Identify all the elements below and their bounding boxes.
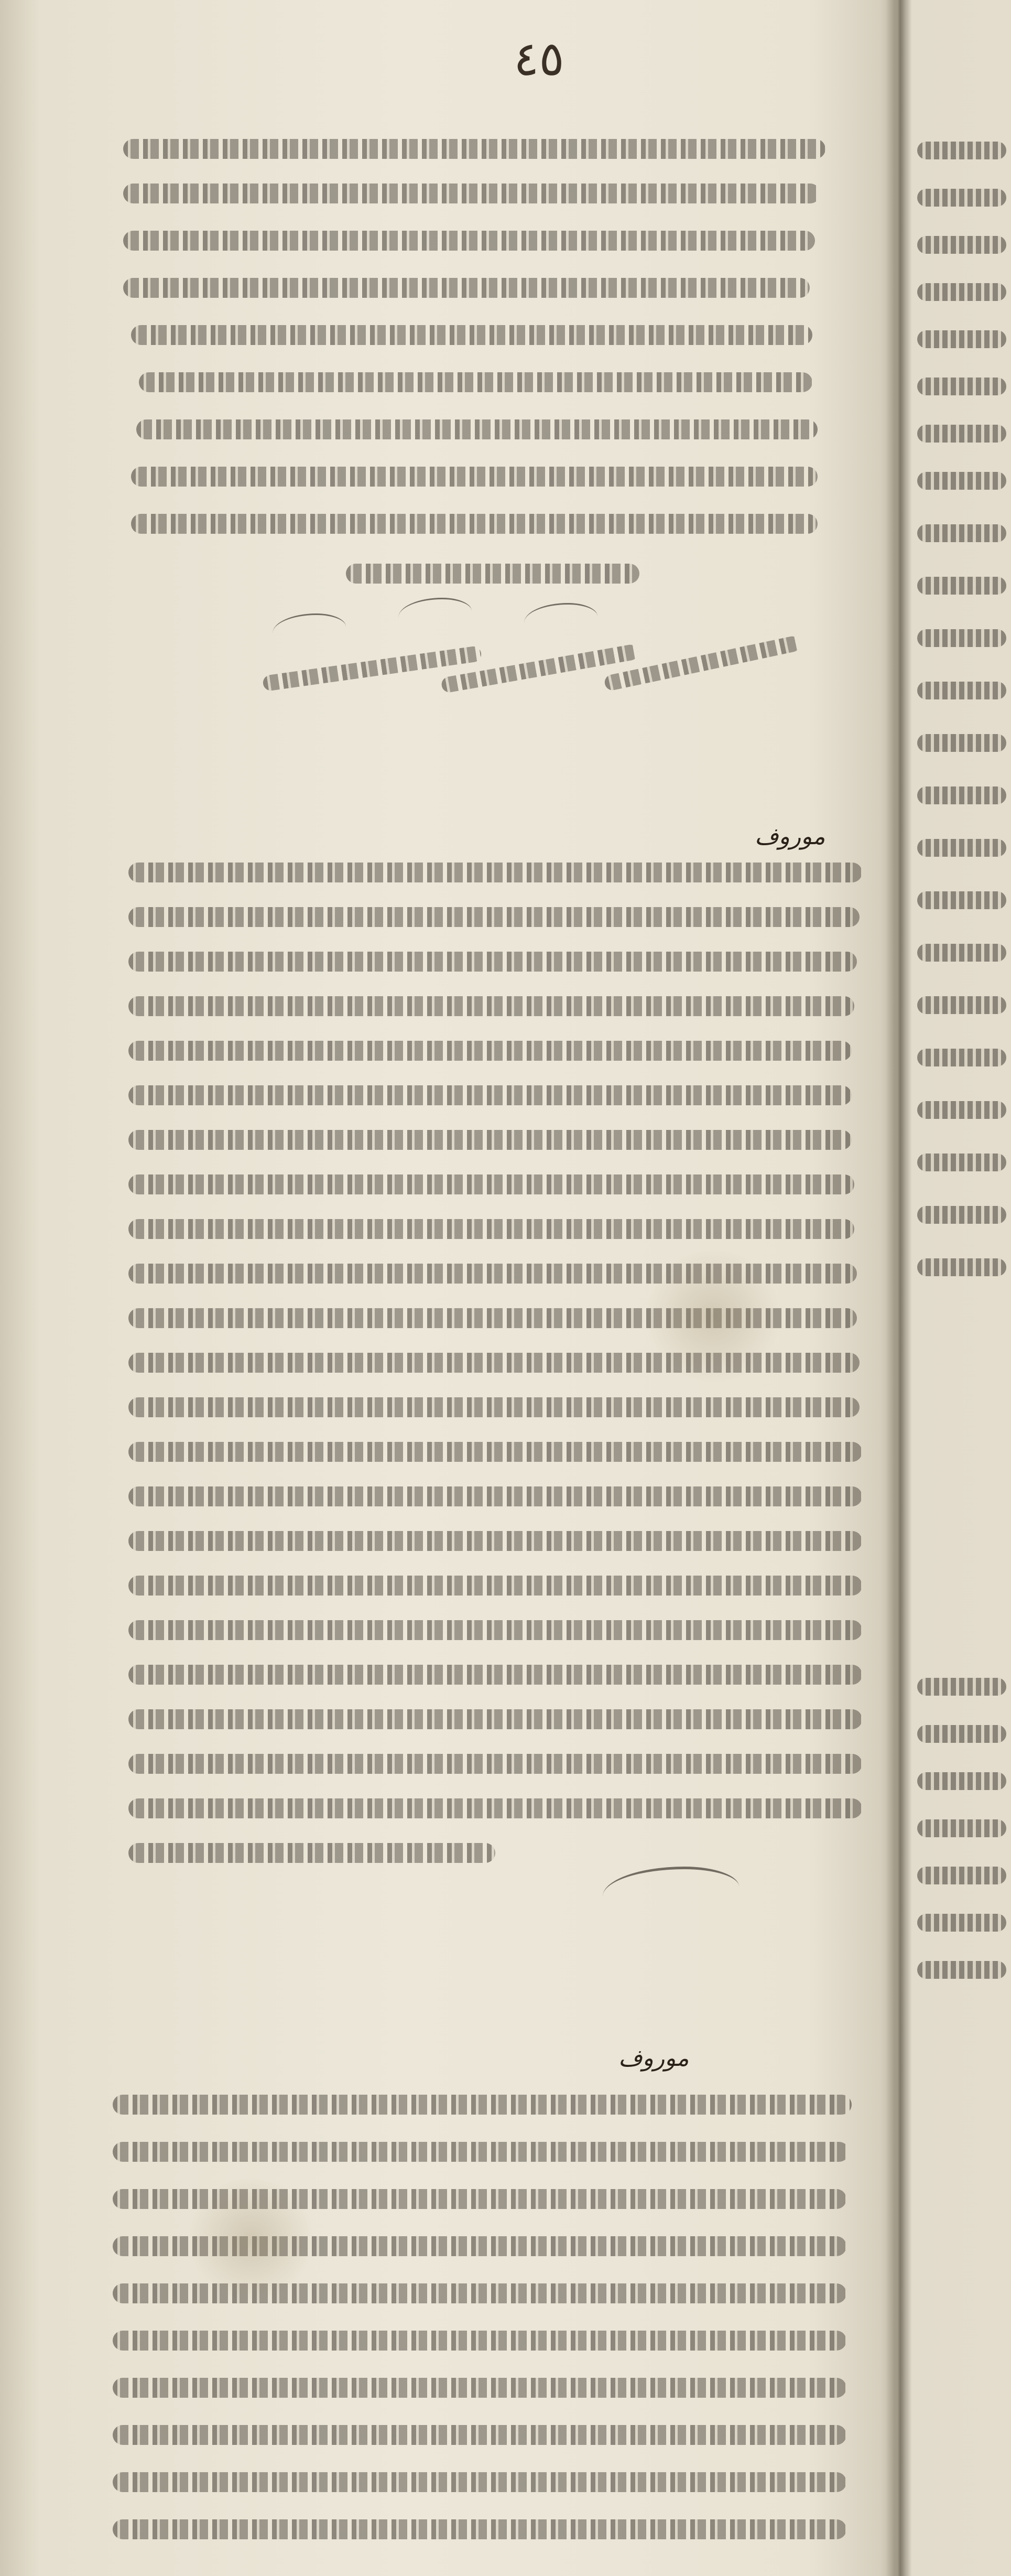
adjacent-page-line	[917, 1867, 1006, 1884]
entry-1-line	[123, 231, 815, 251]
paper-stain	[645, 1248, 781, 1384]
entry-3-heading: موروف	[618, 2045, 689, 2072]
entry-3-line	[113, 2095, 852, 2115]
entry-1-line	[131, 467, 818, 487]
adjacent-page-line	[917, 1819, 1006, 1837]
adjacent-page-line	[917, 472, 1006, 490]
adjacent-page-line	[917, 1914, 1006, 1932]
adjacent-page-line	[917, 425, 1006, 443]
binding-gutter	[886, 0, 912, 2576]
entry-1-line	[136, 419, 818, 439]
adjacent-page-line	[917, 378, 1006, 395]
entry-1-line	[139, 372, 812, 392]
entry-2-line	[128, 1085, 852, 1105]
adjacent-page-line	[917, 786, 1006, 804]
adjacent-page-line	[917, 891, 1006, 909]
entry-2-line	[128, 1798, 862, 1818]
entry-1-line	[131, 325, 812, 345]
adjacent-page-line	[917, 236, 1006, 254]
signature-mark	[273, 613, 346, 646]
adjacent-page-line	[917, 1678, 1006, 1696]
paper-stain	[189, 2176, 314, 2302]
signature-mark	[398, 598, 472, 631]
entry-2-heading: موروف	[755, 823, 825, 850]
entry-2-line	[128, 1041, 852, 1061]
signature-mark	[603, 1867, 739, 1916]
entry-2-line	[128, 1486, 862, 1506]
entry-1-line	[123, 184, 820, 203]
adjacent-page-line	[917, 1101, 1006, 1119]
adjacent-page-line	[917, 283, 1006, 301]
entry-2-line	[128, 1174, 854, 1194]
adjacent-page-line	[917, 1772, 1006, 1790]
witness-line	[603, 635, 801, 692]
entry-2-line	[128, 1397, 860, 1417]
adjacent-page-line	[917, 734, 1006, 752]
adjacent-page-line	[917, 1725, 1006, 1743]
signature-mark	[524, 603, 597, 636]
adjacent-page-line	[917, 996, 1006, 1014]
page-number: ٤٥	[514, 31, 564, 87]
entry-2-line	[128, 952, 857, 972]
entry-1-line	[131, 514, 818, 534]
adjacent-page-line	[917, 839, 1006, 857]
entry-2-line	[128, 1620, 862, 1640]
entry-2-line	[128, 1130, 852, 1150]
adjacent-page-line	[917, 629, 1006, 647]
entry-3-line	[113, 2378, 846, 2398]
entry-3-line	[113, 2331, 846, 2351]
adjacent-page-line	[917, 1206, 1006, 1224]
adjacent-page-line	[917, 1258, 1006, 1276]
adjacent-page-line	[917, 1154, 1006, 1171]
entry-2-line	[128, 1442, 862, 1462]
adjacent-page-line	[917, 577, 1006, 595]
adjacent-page-line	[917, 1961, 1006, 1979]
entry-1-line	[123, 139, 825, 159]
entry-2-line	[128, 1843, 495, 1863]
entry-3-line	[113, 2142, 849, 2162]
entry-1-line	[346, 564, 639, 584]
adjacent-page-line	[917, 1049, 1006, 1066]
entry-2-line	[128, 1754, 862, 1774]
entry-3-line	[113, 2425, 846, 2445]
entry-2-line	[128, 863, 862, 882]
adjacent-page-edge	[912, 0, 1011, 2576]
entry-3-line	[113, 2519, 846, 2539]
entry-3-line	[113, 2472, 846, 2492]
adjacent-page-line	[917, 330, 1006, 348]
adjacent-page-line	[917, 142, 1006, 159]
entry-2-line	[128, 1219, 854, 1239]
adjacent-page-line	[917, 524, 1006, 542]
entry-2-line	[128, 1665, 862, 1685]
entry-1-line	[123, 278, 810, 298]
adjacent-page-line	[917, 944, 1006, 962]
entry-2-line	[128, 996, 854, 1016]
adjacent-page-line	[917, 682, 1006, 699]
entry-2-line	[128, 1576, 862, 1596]
adjacent-page-line	[917, 189, 1006, 207]
entry-2-line	[128, 907, 860, 927]
entry-2-line	[128, 1531, 862, 1551]
entry-2-line	[128, 1709, 862, 1729]
